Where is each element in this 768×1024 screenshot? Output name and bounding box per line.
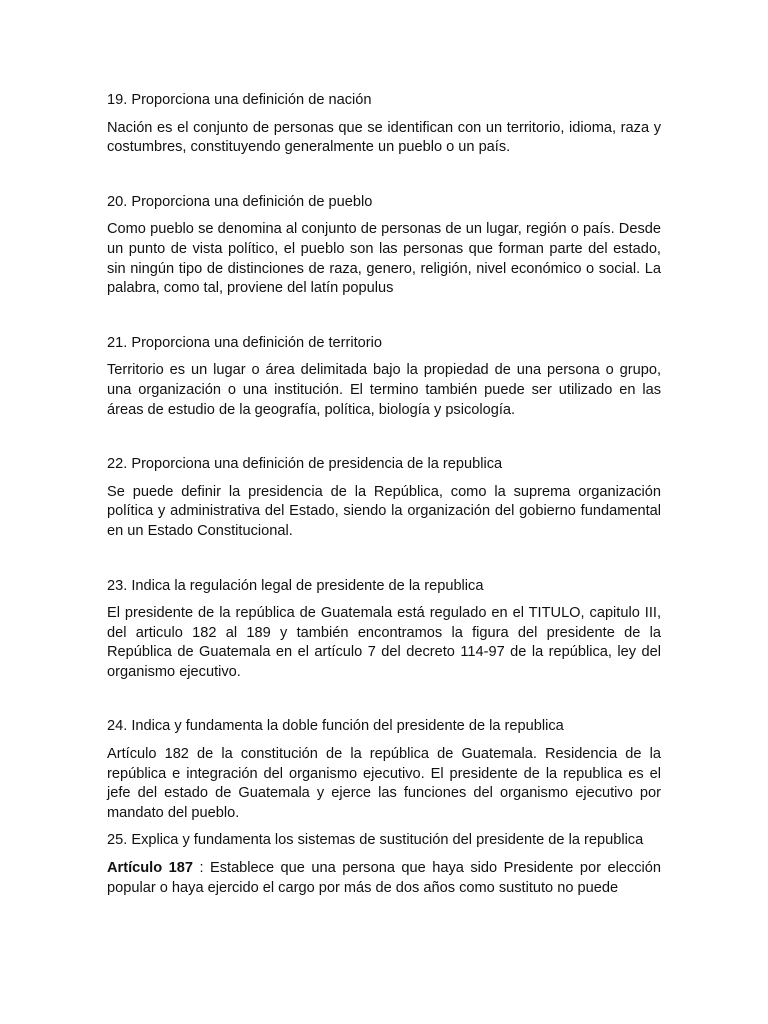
item-24 xyxy=(107,717,661,823)
item-23 xyxy=(107,577,661,683)
item-25 xyxy=(107,831,661,898)
answer-paragraph xyxy=(107,859,661,898)
answer-paragraph: El presidente de la república de Guatemala está regulado en el TITULO, capitulo III, del articulo 182 al 189 y también encontramos la figura del presidente de la República de Guatemala en el artículo 7 del decreto 114-97 de la república, ley del organismo ejecutivo. xyxy=(107,605,661,680)
answer-paragraph: Como pueblo se denomina al conjunto de personas de un lugar, región o país. Desde un punto de vista político, el pueblo son las personas que forman parte del estado, sin ningún tipo de distinciones de raza, genero, religión, nivel económico o social. La palabra, como tal, proviene del latín populus xyxy=(107,221,661,297)
question-heading: 21. Proporciona una definición de territorio xyxy=(107,334,383,351)
answer-text: : Establece que una persona que haya sido Presidente por elección popular o haya ejercido el cargo por más de dos años como sustituto no puede xyxy=(107,860,661,896)
question-heading: 19. Proporciona una definición de nación xyxy=(107,92,372,108)
document-page xyxy=(107,91,661,906)
answer-paragraph: Territorio es un lugar o área delimitada bajo la propiedad de una persona o grupo, una organización o una institución. El termino también puede ser utilizado en las áreas de estudio de la geografía, política, biología y psicología. xyxy=(107,362,661,418)
item-21 xyxy=(107,334,661,420)
question-heading: 20. Proporciona una definición de pueblo xyxy=(107,193,373,210)
answer-paragraph: Se puede definir la presidencia de la República, como la suprema organización política y administrativa del Estado, siendo la organización del gobierno fundamental en un Estado Constitucional. xyxy=(107,483,661,539)
item-19 xyxy=(107,91,661,158)
answer-paragraph: Artículo 182 de la constitución de la república de Guatemala. Residencia de la república e integración del organismo ejecutivo. El presidente de la republica es el jefe del estado de Guatemala y ejerce las funciones del organismo ejecutivo por mandato del pueblo. xyxy=(107,746,661,821)
article-label: Artículo 187 xyxy=(107,860,193,877)
item-20 xyxy=(107,193,661,299)
answer-paragraph: Nación es el conjunto de personas que se identifican con un territorio, idioma, raza y costumbres, constituyendo generalmente un pueblo o un país. xyxy=(107,119,661,156)
question-heading: 25. Explica y fundamenta los sistemas de sustitución del presidente de la republica xyxy=(107,832,644,849)
question-heading: 24. Indica y fundamenta la doble función del presidente de la republica xyxy=(107,718,564,735)
question-heading: 22. Proporciona una definición de presidencia de la republica xyxy=(107,456,503,473)
item-22 xyxy=(107,455,661,541)
question-heading: 23. Indica la regulación legal de presidente de la republica xyxy=(107,577,484,594)
